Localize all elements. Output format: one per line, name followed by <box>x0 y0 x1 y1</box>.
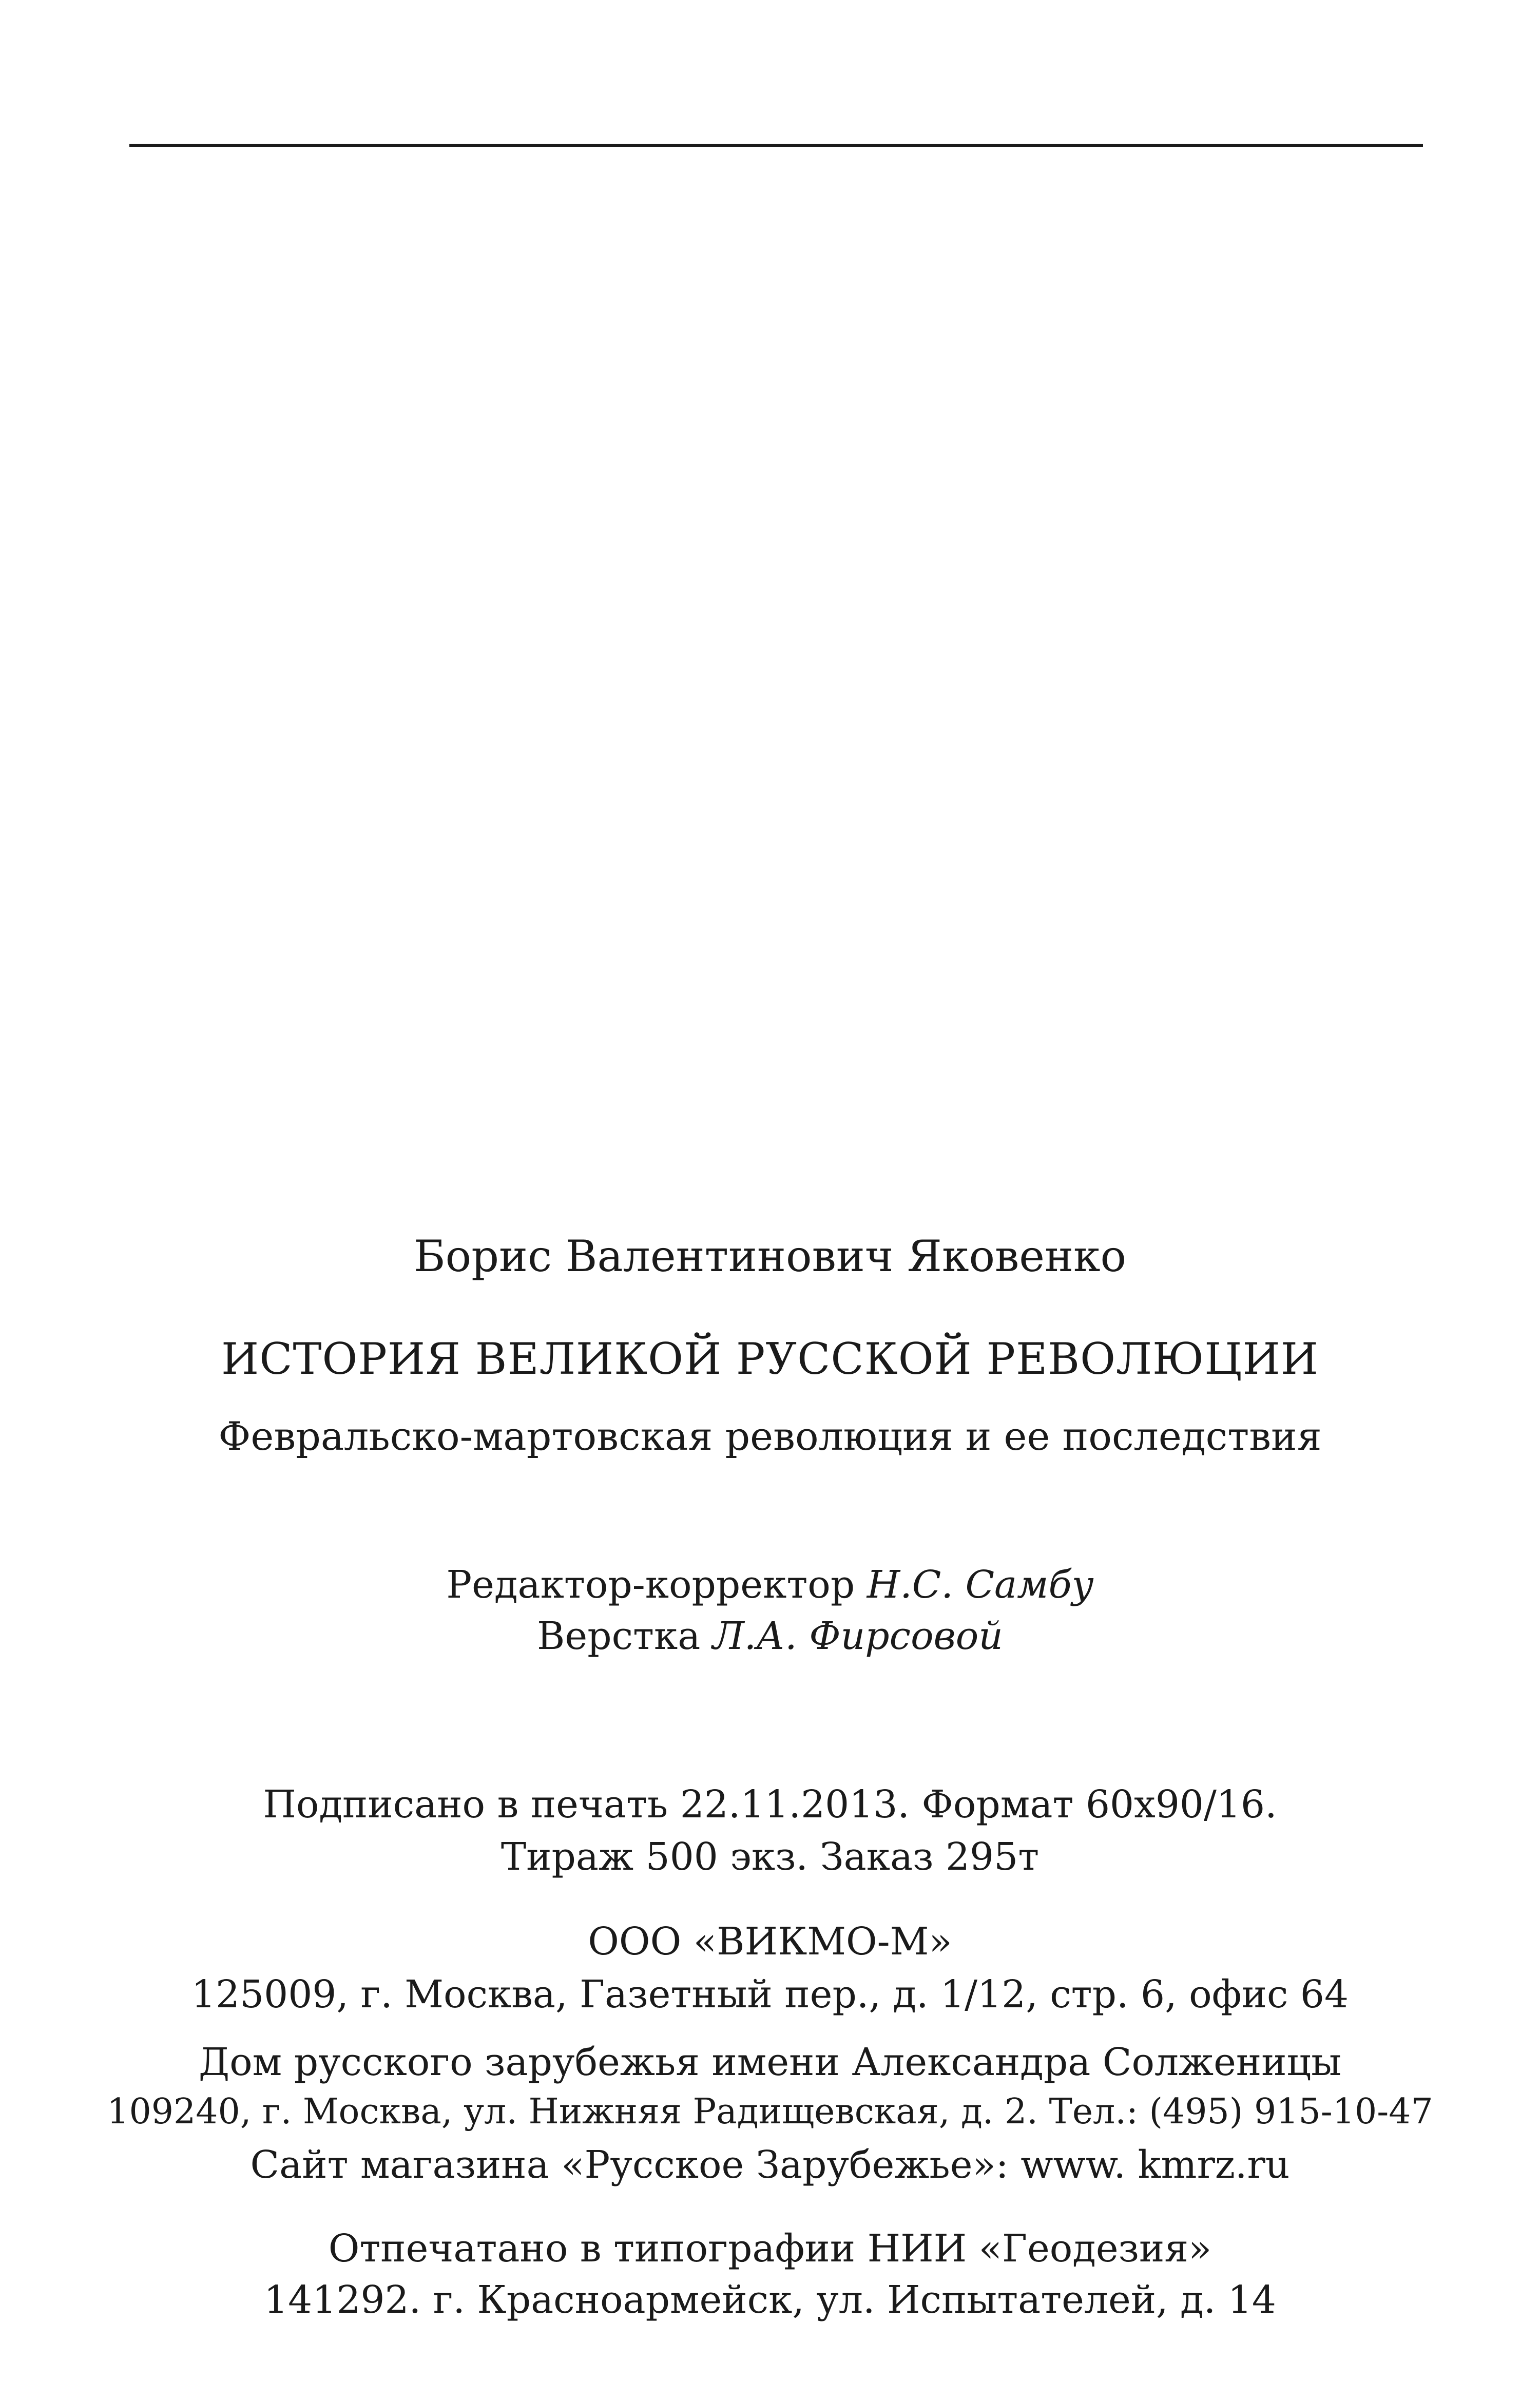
distributor-site: Сайт магазина «Русское Зарубежье»: www. kmrz.ru <box>250 2143 1290 2187</box>
print-run-line: Тираж 500 экз. Заказ 295т <box>500 1835 1040 1879</box>
credit-person: Н.С. Самбу <box>867 1563 1094 1607</box>
publisher-name: ООО «ВИКМО-М» <box>588 1920 952 1964</box>
publisher-address: 125009, г. Москва, Газетный пер., д. 1/12, стр. 6, офис 64 <box>191 1972 1349 2017</box>
credit-person: Л.А. Фирсовой <box>712 1614 1003 1658</box>
print-signed-line: Подписано в печать 22.11.2013. Формат 60x90/16. <box>263 1782 1277 1827</box>
author-name: Борис Валентинович Яковенко <box>413 1231 1127 1281</box>
book-title: ИСТОРИЯ ВЕЛИКОЙ РУССКОЙ РЕВОЛЮЦИИ <box>221 1334 1319 1384</box>
credit-editor <box>0 1563 1540 1607</box>
credit-layout <box>0 1614 1540 1658</box>
credit-role: Редактор-корректор <box>446 1563 867 1607</box>
printer-address: 141292. г. Красноармейск, ул. Испытателей, д. 14 <box>264 2278 1276 2322</box>
printer-name: Отпечатано в типографии НИИ «Геодезия» <box>328 2227 1212 2271</box>
book-subtitle: Февральско-мартовская революция и ее последствия <box>218 1413 1322 1459</box>
distributor-name: Дом русского зарубежья имени Александра Солженицы <box>198 2040 1342 2084</box>
distributor-address: 109240, г. Москва, ул. Нижняя Радищевская, д. 2. Тел.: (495) 915-10-47 <box>107 2091 1433 2132</box>
credit-role: Верстка <box>537 1614 713 1658</box>
top-rule <box>129 144 1423 147</box>
